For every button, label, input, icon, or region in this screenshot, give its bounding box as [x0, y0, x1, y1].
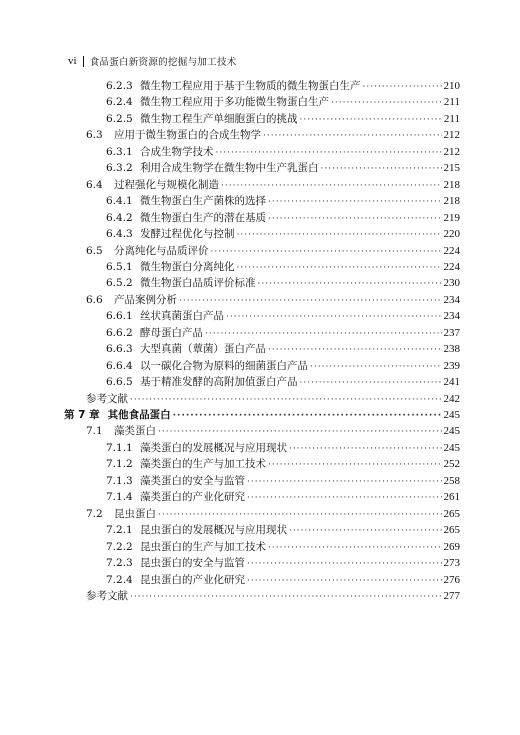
toc-entry-page: 238	[443, 343, 460, 356]
toc-subsection-entry	[106, 539, 460, 555]
toc-entry-page: 265	[443, 524, 460, 537]
toc-entry-number: 6.2.3	[106, 80, 133, 92]
toc-entry-title: 微生物工程应用于多功能微生物蛋白生产	[140, 96, 329, 109]
toc-entry-number: 6.5.2	[106, 277, 133, 290]
toc-entry-title: 昆虫蛋白的产业化研究	[140, 573, 245, 586]
toc-entry-number: 6.5.1	[106, 260, 133, 273]
toc-entry-page: 211	[443, 96, 460, 109]
toc-leader-dots	[310, 359, 442, 375]
toc-entry-page: 245	[443, 425, 460, 438]
toc-entry-page: 212	[443, 145, 460, 158]
toc-leader-dots	[258, 276, 442, 292]
toc-entry-number: 7.2.3	[106, 557, 133, 570]
toc-leader-dots	[205, 326, 442, 342]
toc-leader-dots	[268, 194, 442, 210]
toc-entry-title: 参考文献	[86, 589, 128, 602]
toc-section-entry	[86, 506, 460, 522]
toc-leader-dots	[289, 441, 442, 457]
toc-entry-title: 合成生物学技术	[140, 145, 214, 158]
toc-subsection-entry	[106, 193, 460, 209]
toc-entry-number: 6.3	[86, 129, 103, 142]
toc-subsection-entry	[106, 456, 460, 472]
toc-entry-page: 277	[443, 589, 460, 602]
toc-subsection-entry	[106, 210, 460, 226]
toc-references-entry	[86, 391, 460, 407]
toc-entry-title: 微生物蛋白生产菌株的选择	[140, 195, 266, 208]
running-header	[68, 54, 237, 68]
toc-entry-title: 微生物蛋白分离纯化	[140, 260, 235, 273]
toc-leader-dots	[221, 178, 442, 194]
toc-section-entry	[86, 127, 460, 143]
toc-leader-dots	[211, 244, 442, 260]
toc-entry-number: 7.1.3	[106, 474, 133, 487]
toc-entry-title: 参考文献	[86, 392, 128, 405]
toc-entry-page: 212	[443, 129, 460, 142]
toc-entry-page: 219	[443, 211, 460, 224]
toc-entry-number: 7.1.1	[106, 441, 133, 454]
toc-leader-dots	[331, 95, 442, 111]
toc-entry-title: 昆虫蛋白的生产与加工技术	[140, 540, 266, 553]
toc-entry-page: 218	[443, 195, 460, 208]
toc-entry-title: 微生物工程应用于基于生物质的微生物蛋白生产	[140, 80, 361, 92]
header-book-title: 食品蛋白新资源的挖掘与加工技术	[89, 57, 237, 68]
toc-leader-dots	[247, 556, 442, 572]
toc-subsection-entry	[106, 78, 460, 94]
toc-entry-page: 230	[443, 277, 460, 290]
toc-entry-title: 过程强化与规模化制造	[114, 178, 219, 191]
header-page-number: vi	[68, 55, 77, 67]
toc-entry-title: 藻类蛋白的安全与监管	[140, 474, 245, 487]
toc-entry-number: 6.6.3	[106, 343, 133, 356]
toc-entry-page: 265	[443, 507, 460, 520]
toc-entry-title: 应用于微生物蛋白的合成生物学	[114, 129, 261, 142]
toc-entry-title: 酵母蛋白产品	[140, 326, 203, 339]
toc-entry-number: 6.3.2	[106, 162, 133, 175]
toc-entry-page: 245	[443, 441, 460, 454]
toc-entry-page: 211	[443, 112, 460, 125]
toc-entry-title: 微生物蛋白品质评价标准	[140, 277, 256, 290]
toc-subsection-entry	[106, 94, 460, 110]
toc-entry-title: 其他食品蛋白	[107, 409, 171, 421]
toc-entry-page: 258	[443, 474, 460, 487]
toc-entry-title: 大型真菌（蕈菌）蛋白产品	[140, 343, 266, 356]
toc-subsection-entry	[106, 489, 460, 505]
toc-entry-page: 252	[443, 458, 460, 471]
toc-entry-page: 269	[443, 540, 460, 553]
toc-subsection-entry	[106, 358, 460, 374]
toc-entry-title: 昆虫蛋白的安全与监管	[140, 557, 245, 570]
toc-entry-page: 276	[443, 573, 460, 586]
toc-leader-dots	[130, 589, 442, 605]
toc-entry-page: 242	[443, 392, 460, 405]
toc-entry-page: 261	[443, 491, 460, 504]
toc-leader-dots	[237, 227, 442, 243]
toc-entry-title: 昆虫蛋白	[114, 507, 156, 520]
toc-chapter-entry	[64, 407, 460, 423]
toc-leader-dots	[158, 424, 442, 440]
toc-entry-page: 241	[443, 376, 460, 389]
toc-leader-dots	[226, 309, 442, 325]
toc-entry-title: 发酵过程优化与控制	[140, 228, 235, 241]
toc-references-entry	[86, 588, 460, 604]
toc-entry-number: 7.1.4	[106, 491, 133, 504]
toc-entry-title: 产品案例分析	[114, 293, 177, 306]
toc-leader-dots	[268, 211, 442, 227]
toc-entry-number: 7.2.2	[106, 540, 133, 553]
toc-entry-number: 6.4.1	[106, 195, 133, 208]
toc-entry-page: 210	[443, 80, 460, 92]
toc-entry-number: 6.6.1	[106, 310, 133, 323]
toc-entry-page: 215	[443, 162, 460, 175]
toc-entry-number: 7.2	[86, 507, 103, 520]
toc-entry-number: 6.6	[86, 293, 103, 306]
toc-entry-number: 7.2.4	[106, 573, 133, 586]
toc-entry-title: 丝状真菌蛋白产品	[140, 310, 224, 323]
header-divider	[83, 56, 84, 67]
toc-subsection-entry	[106, 374, 460, 390]
toc-entry-number: 6.4.3	[106, 228, 133, 241]
toc-entry-title: 以一碳化合物为原料的细菌蛋白产品	[140, 359, 308, 372]
toc-entry-number: 6.6.4	[106, 359, 133, 372]
toc-leader-dots	[173, 408, 442, 424]
toc-leader-dots	[179, 293, 442, 309]
toc-entry-title: 微生物工程生产单细胞蛋白的挑战	[140, 112, 298, 125]
toc-subsection-entry	[106, 144, 460, 160]
toc-entry-page: 234	[443, 293, 460, 306]
toc-entry-title: 藻类蛋白	[114, 425, 156, 438]
toc-leader-dots	[130, 392, 442, 408]
toc-subsection-entry	[106, 160, 460, 176]
toc-subsection-entry	[106, 555, 460, 571]
toc-entry-number: 6.2.4	[106, 96, 133, 109]
toc-entry-page: 224	[443, 260, 460, 273]
toc-subsection-entry	[106, 275, 460, 291]
toc-entry-title: 藻类蛋白的发展概况与应用现状	[140, 441, 287, 454]
toc-leader-dots	[268, 540, 442, 556]
toc-leader-dots	[247, 474, 442, 490]
toc-subsection-entry	[106, 325, 460, 341]
toc-subsection-entry	[106, 522, 460, 538]
toc-leader-dots	[268, 342, 442, 358]
toc-entry-number: 6.4.2	[106, 211, 133, 224]
toc-subsection-entry	[106, 308, 460, 324]
toc-subsection-entry	[106, 111, 460, 127]
toc-leader-dots	[363, 79, 442, 95]
toc-leader-dots	[321, 161, 442, 177]
toc-entry-title: 昆虫蛋白的发展概况与应用现状	[140, 524, 287, 537]
toc-leader-dots	[158, 507, 442, 523]
toc-entry-page: 239	[443, 359, 460, 372]
toc-subsection-entry	[106, 473, 460, 489]
toc-entry-number: 6.6.2	[106, 326, 133, 339]
toc-leader-dots	[237, 260, 442, 276]
toc-leader-dots	[216, 145, 442, 161]
toc-entry-page: 224	[443, 244, 460, 257]
toc-leader-dots	[300, 375, 442, 391]
toc-entry-page: 237	[443, 326, 460, 339]
toc-subsection-entry	[106, 440, 460, 456]
toc-entry-number: 6.3.1	[106, 145, 133, 158]
toc-entry-title: 微生物蛋白生产的潜在基质	[140, 211, 266, 224]
toc-entry-number: 7.1.2	[106, 458, 133, 471]
toc-entry-page: 220	[443, 228, 460, 241]
toc-section-entry	[86, 243, 460, 259]
toc-entry-number: 第 7 章	[64, 409, 100, 421]
toc-section-entry	[86, 423, 460, 439]
toc-leader-dots	[289, 523, 442, 539]
toc-leader-dots	[268, 457, 442, 473]
toc-subsection-entry	[106, 572, 460, 588]
toc-leader-dots	[247, 490, 442, 506]
toc-entry-number: 6.5	[86, 244, 103, 257]
toc-subsection-entry	[106, 226, 460, 242]
toc-entry-title: 藻类蛋白的生产与加工技术	[140, 458, 266, 471]
toc-entry-number: 7.2.1	[106, 524, 133, 537]
toc-entry-title: 藻类蛋白的产业化研究	[140, 491, 245, 504]
toc-entry-page: 245	[443, 409, 460, 421]
toc-subsection-entry	[106, 341, 460, 357]
toc-section-entry	[86, 292, 460, 308]
toc-entry-number: 6.4	[86, 178, 103, 191]
toc-entry-title: 分离纯化与品质评价	[114, 244, 209, 257]
toc-entry-page: 218	[443, 178, 460, 191]
toc-leader-dots	[247, 573, 442, 589]
toc-entry-page: 273	[443, 557, 460, 570]
toc-entry-number: 6.6.5	[106, 376, 133, 389]
toc-entry-title: 利用合成生物学在微生物中生产乳蛋白	[140, 162, 319, 175]
toc-entry-page: 234	[443, 310, 460, 323]
toc-subsection-entry	[106, 259, 460, 275]
toc-entry-title: 基于精准发酵的高附加值蛋白产品	[140, 376, 298, 389]
toc-leader-dots	[263, 128, 442, 144]
toc-entry-number: 6.2.5	[106, 112, 133, 125]
toc-leader-dots	[300, 112, 442, 128]
toc-entry-number: 7.1	[86, 425, 103, 438]
toc-section-entry	[86, 177, 460, 193]
